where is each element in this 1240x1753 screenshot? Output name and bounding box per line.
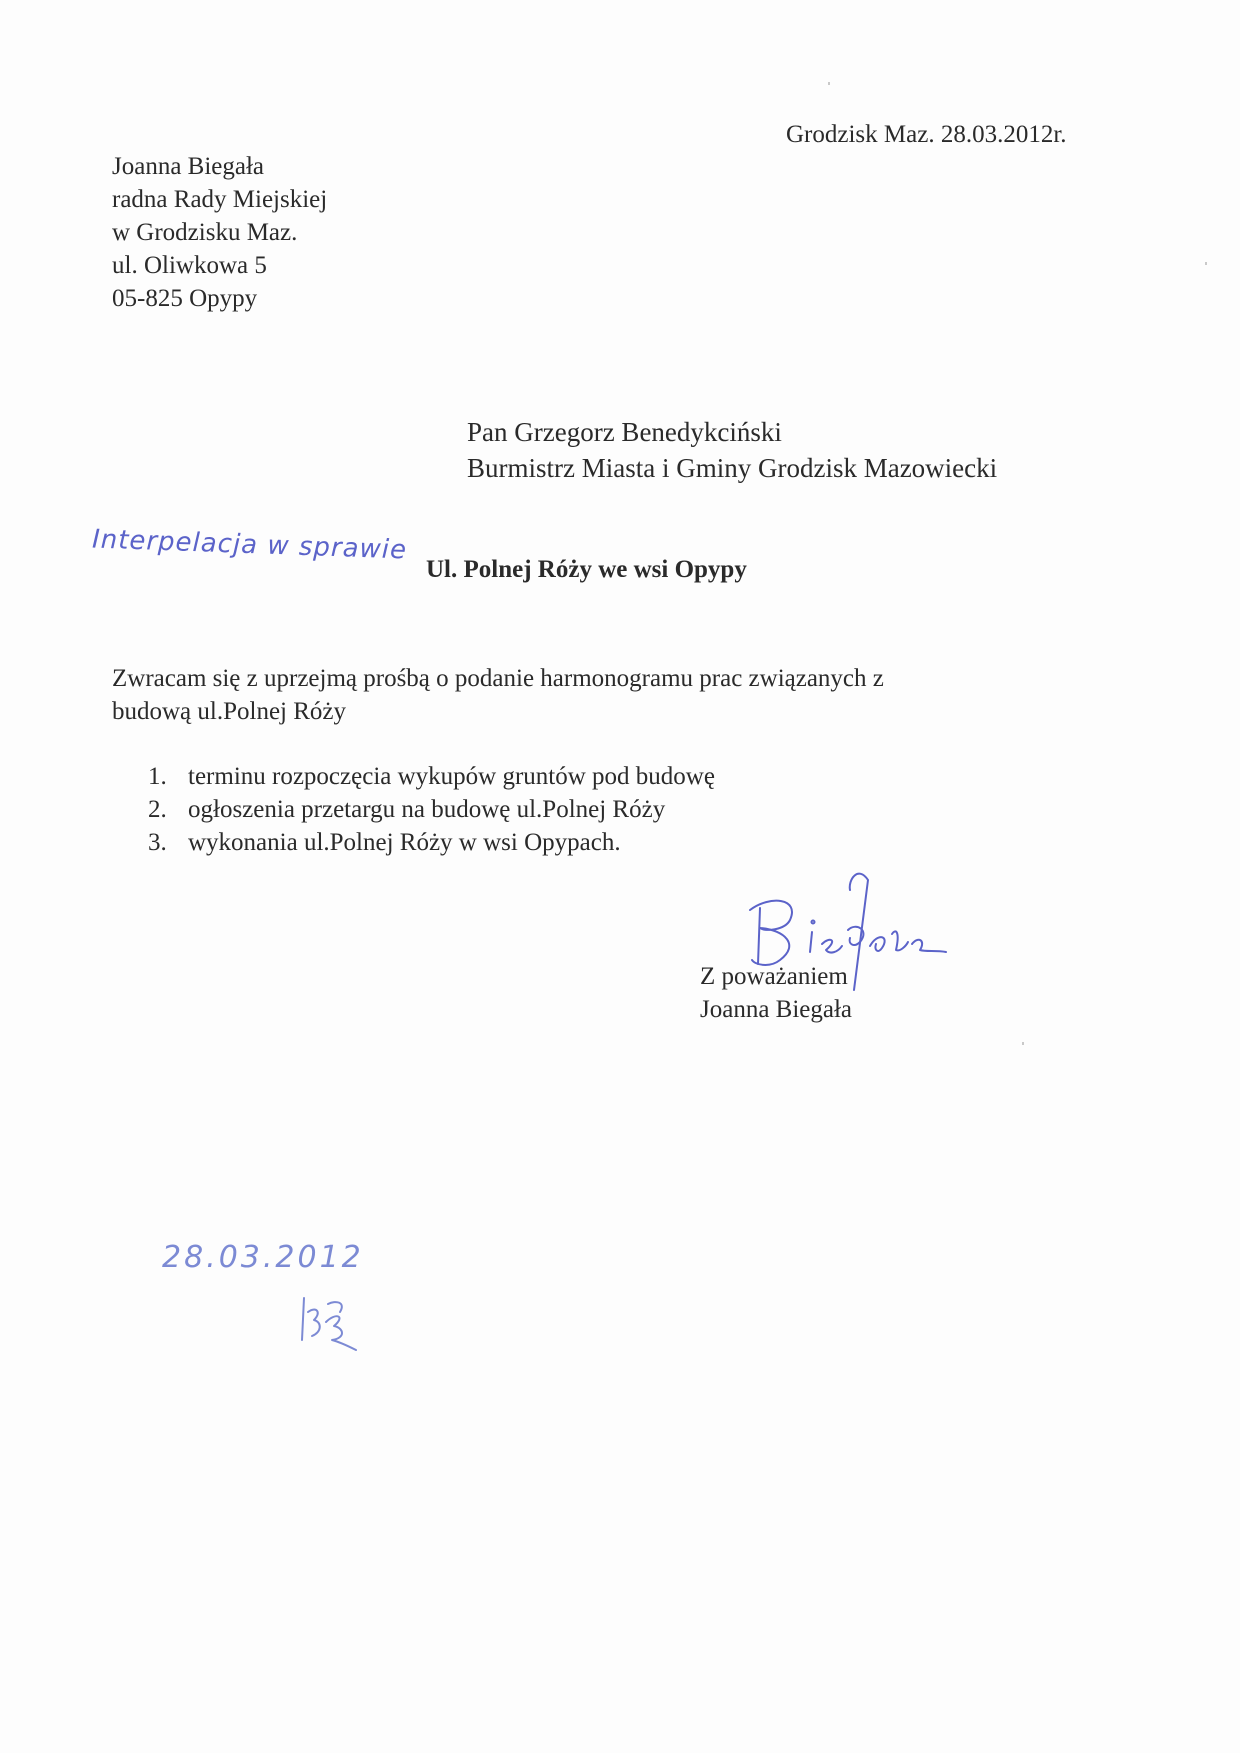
place-date: Grodzisk Maz. 28.03.2012r. [786,121,1067,148]
sender-address [112,150,327,315]
body-line: Zwracam się z uprzejmą prośbą o podanie harmonogramu prac związanych z [112,665,884,692]
recipient-address [467,414,997,486]
list-item-number: 3. [148,829,167,856]
sender-street: ul. Oliwkowa 5 [112,252,267,279]
subject-line: Ul. Polnej Róży we wsi Opypy [426,556,747,583]
list-item [148,793,715,826]
list-item [148,760,715,793]
closing-salutation: Z poważaniem [700,963,848,990]
list-item-text: terminu rozpoczęcia wykupów gruntów pod budowę [188,763,715,790]
recipient-title: Burmistrz Miasta i Gminy Grodzisk Mazowiecki [467,453,998,483]
list-item-text: ogłoszenia przetargu na budowę ul.Polnej Róży [188,796,666,823]
list-item-number: 1. [148,763,167,790]
body-line: budową ul.Polnej Róży [112,698,347,725]
sender-postal: 05-825 Opypy [112,285,258,312]
sender-title: radna Rady Miejskiej [112,186,328,213]
list-item [148,826,715,859]
scan-speck [1205,262,1207,265]
closing-name: Joanna Biegała [700,996,853,1023]
body-paragraph [112,662,1032,728]
list-item-number: 2. [148,796,167,823]
request-list [148,760,715,859]
recipient-name: Pan Grzegorz Benedykciński [467,417,782,447]
list-item-text: wykonania ul.Polnej Róży w wsi Opypach. [188,829,621,856]
sender-city: w Grodzisku Maz. [112,219,298,246]
sender-name: Joanna Biegała [112,153,265,180]
closing-block [700,960,852,1026]
handwritten-initials [296,1292,366,1352]
scan-speck [828,82,830,85]
scan-speck [1022,1042,1024,1045]
handwritten-subject-prefix: Interpelacja w sprawie [91,524,408,566]
received-date: 28.03.2012 [162,1240,364,1275]
